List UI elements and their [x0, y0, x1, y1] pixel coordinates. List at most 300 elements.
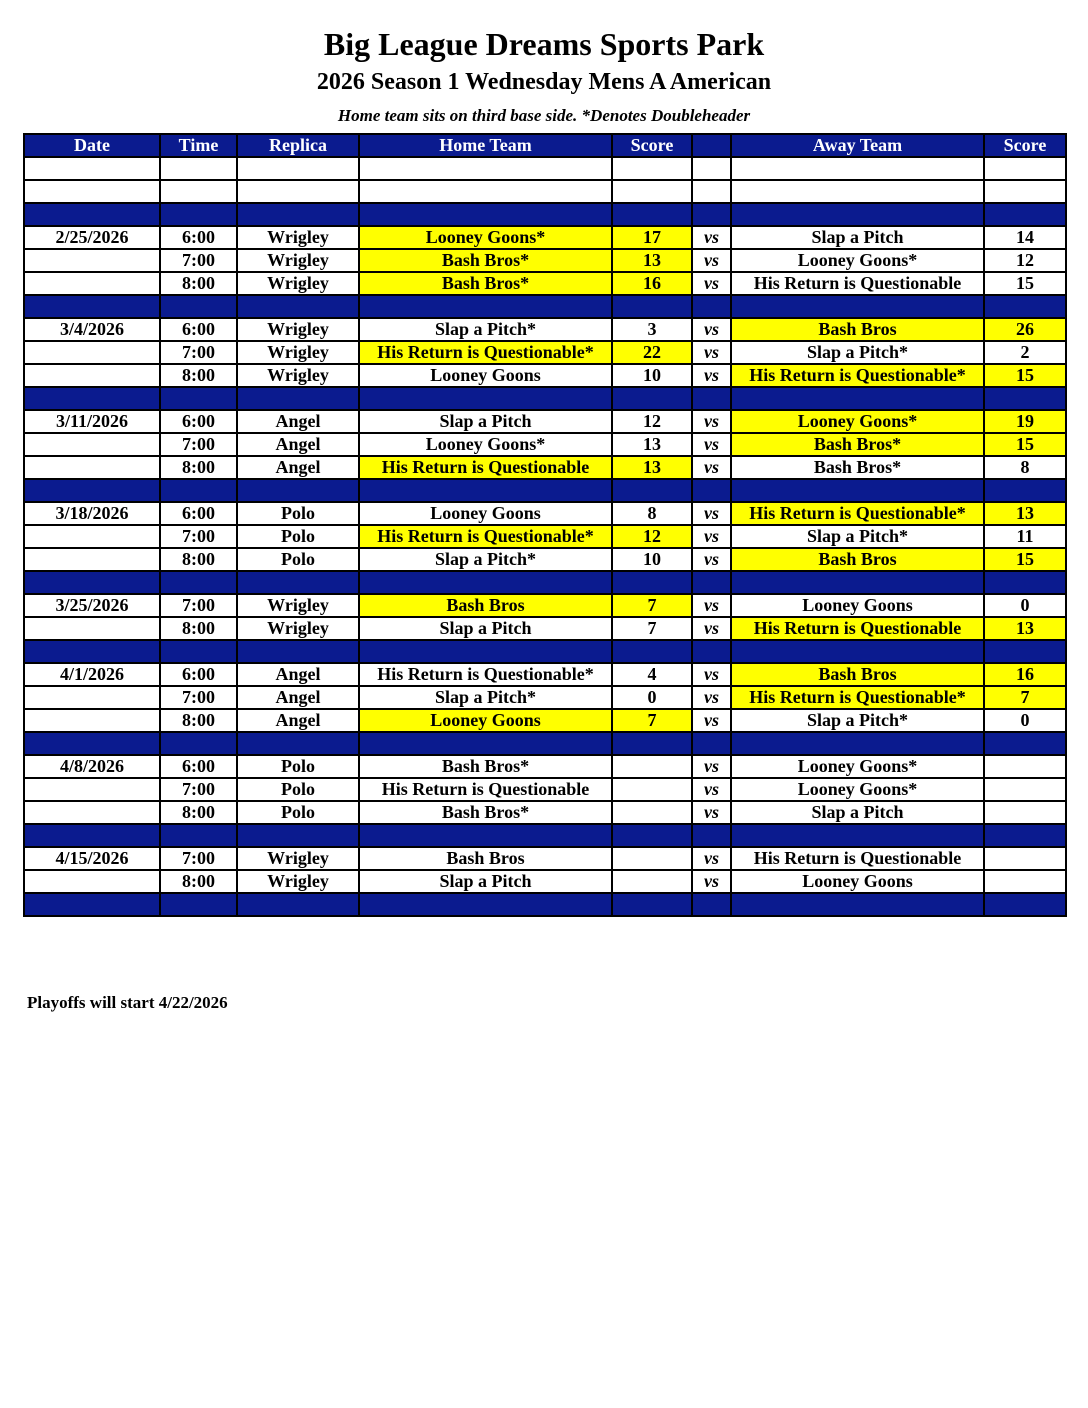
week-separator-row [24, 479, 1066, 502]
date-cell [24, 456, 160, 479]
home-score-cell: 7 [612, 709, 692, 732]
field-cell: Polo [237, 801, 359, 824]
table-row [24, 502, 1066, 525]
field-cell: Wrigley [237, 341, 359, 364]
date-cell [24, 479, 160, 502]
time-cell: 7:00 [160, 686, 237, 709]
time-cell: 8:00 [160, 456, 237, 479]
home-team-cell: Slap a Pitch [359, 617, 612, 640]
time-cell: 7:00 [160, 341, 237, 364]
away-score-cell [984, 203, 1066, 226]
home-score-cell [612, 180, 692, 203]
away-team-cell: His Return is Questionable* [731, 364, 984, 387]
home-team-cell [359, 479, 612, 502]
date-cell [24, 525, 160, 548]
time-cell [160, 479, 237, 502]
vs-cell: vs [692, 226, 731, 249]
away-team-cell: Slap a Pitch* [731, 709, 984, 732]
away-team-cell: Looney Goons* [731, 778, 984, 801]
field-cell: Polo [237, 548, 359, 571]
home-team-cell: Bash Bros* [359, 755, 612, 778]
field-cell: Wrigley [237, 364, 359, 387]
home-score-cell: 3 [612, 318, 692, 341]
away-score-cell: 15 [984, 433, 1066, 456]
home-team-cell [359, 180, 612, 203]
home-score-cell [612, 203, 692, 226]
vs-cell: vs [692, 778, 731, 801]
field-cell: Wrigley [237, 272, 359, 295]
away-score-cell [984, 893, 1066, 916]
home-score-cell: 13 [612, 249, 692, 272]
field-cell [237, 157, 359, 180]
home-team-cell: Looney Goons [359, 502, 612, 525]
date-cell: 3/4/2026 [24, 318, 160, 341]
time-cell: 7:00 [160, 847, 237, 870]
away-score-cell: 15 [984, 548, 1066, 571]
home-score-cell [612, 157, 692, 180]
field-cell [237, 824, 359, 847]
time-cell: 6:00 [160, 663, 237, 686]
field-cell: Angel [237, 663, 359, 686]
away-score-cell: 12 [984, 249, 1066, 272]
vs-cell: vs [692, 456, 731, 479]
time-cell [160, 824, 237, 847]
vs-cell: vs [692, 318, 731, 341]
field-cell: Wrigley [237, 847, 359, 870]
home-score-cell: 12 [612, 525, 692, 548]
field-cell [237, 479, 359, 502]
vs-cell: vs [692, 686, 731, 709]
home-team-cell: Looney Goons* [359, 226, 612, 249]
away-team-cell: Bash Bros [731, 548, 984, 571]
away-score-cell [984, 479, 1066, 502]
away-score-cell [984, 732, 1066, 755]
field-cell: Polo [237, 755, 359, 778]
home-team-cell: Slap a Pitch* [359, 318, 612, 341]
table-row [24, 341, 1066, 364]
home-score-cell: 17 [612, 226, 692, 249]
home-team-cell [359, 203, 612, 226]
time-cell: 7:00 [160, 525, 237, 548]
home-score-cell: 13 [612, 456, 692, 479]
header-vs [692, 134, 731, 157]
date-cell [24, 732, 160, 755]
table-row [24, 410, 1066, 433]
field-cell [237, 893, 359, 916]
away-score-cell [984, 824, 1066, 847]
away-score-cell: 14 [984, 226, 1066, 249]
field-cell: Wrigley [237, 226, 359, 249]
away-score-cell [984, 640, 1066, 663]
away-team-cell: Bash Bros [731, 318, 984, 341]
away-team-cell: Looney Goons* [731, 755, 984, 778]
home-team-cell: Bash Bros [359, 594, 612, 617]
time-cell: 7:00 [160, 433, 237, 456]
away-team-cell: Bash Bros* [731, 456, 984, 479]
schedule-table [23, 133, 1067, 917]
table-row [24, 318, 1066, 341]
home-team-cell: Slap a Pitch* [359, 686, 612, 709]
away-team-cell: Looney Goons* [731, 410, 984, 433]
vs-cell [692, 824, 731, 847]
time-cell [160, 157, 237, 180]
week-separator-row [24, 732, 1066, 755]
date-cell: 4/15/2026 [24, 847, 160, 870]
date-cell [24, 157, 160, 180]
home-score-cell [612, 479, 692, 502]
field-cell [237, 732, 359, 755]
week-separator-row [24, 387, 1066, 410]
table-row [24, 663, 1066, 686]
table-row [24, 272, 1066, 295]
table-header-row [24, 134, 1066, 157]
away-team-cell: His Return is Questionable* [731, 502, 984, 525]
home-team-cell [359, 893, 612, 916]
away-score-cell: 19 [984, 410, 1066, 433]
home-team-cell [359, 571, 612, 594]
vs-cell [692, 157, 731, 180]
date-cell: 4/1/2026 [24, 663, 160, 686]
table-row [24, 525, 1066, 548]
date-cell: 2/25/2026 [24, 226, 160, 249]
away-team-cell [731, 732, 984, 755]
home-team-cell: His Return is Questionable [359, 456, 612, 479]
week-separator-row [24, 203, 1066, 226]
home-score-cell: 0 [612, 686, 692, 709]
vs-cell [692, 571, 731, 594]
time-cell: 8:00 [160, 548, 237, 571]
field-cell [237, 295, 359, 318]
away-team-cell: Slap a Pitch [731, 226, 984, 249]
away-team-cell [731, 203, 984, 226]
table-row [24, 433, 1066, 456]
home-team-cell: Slap a Pitch* [359, 548, 612, 571]
header-time: Time [160, 134, 237, 157]
home-score-cell: 10 [612, 548, 692, 571]
away-score-cell [984, 387, 1066, 410]
time-cell [160, 180, 237, 203]
date-cell [24, 364, 160, 387]
week-separator-row [24, 640, 1066, 663]
table-row [24, 870, 1066, 893]
date-cell [24, 341, 160, 364]
vs-cell: vs [692, 755, 731, 778]
vs-cell: vs [692, 525, 731, 548]
away-team-cell [731, 295, 984, 318]
away-score-cell [984, 755, 1066, 778]
time-cell: 8:00 [160, 709, 237, 732]
away-team-cell: Looney Goons* [731, 249, 984, 272]
home-team-cell: Slap a Pitch [359, 410, 612, 433]
page-title: Big League Dreams Sports Park [323, 26, 765, 62]
away-team-cell [731, 180, 984, 203]
time-cell [160, 893, 237, 916]
week-separator-row [24, 295, 1066, 318]
field-cell: Wrigley [237, 594, 359, 617]
home-team-cell: Looney Goons [359, 709, 612, 732]
date-cell [24, 571, 160, 594]
time-cell: 6:00 [160, 755, 237, 778]
blank-row [24, 157, 1066, 180]
vs-cell [692, 732, 731, 755]
field-cell [237, 640, 359, 663]
date-cell [24, 640, 160, 663]
away-score-cell: 15 [984, 272, 1066, 295]
home-team-cell [359, 157, 612, 180]
field-cell: Angel [237, 456, 359, 479]
schedule-note: Home team sits on third base side. *Denotes Doubleheader [337, 106, 751, 125]
vs-cell: vs [692, 617, 731, 640]
home-score-cell [612, 387, 692, 410]
vs-cell: vs [692, 548, 731, 571]
home-team-cell: Bash Bros [359, 847, 612, 870]
home-team-cell [359, 295, 612, 318]
date-cell [24, 180, 160, 203]
date-cell [24, 387, 160, 410]
home-team-cell: Looney Goons* [359, 433, 612, 456]
date-cell [24, 548, 160, 571]
date-cell [24, 249, 160, 272]
header-home-score: Score [612, 134, 692, 157]
home-score-cell: 4 [612, 663, 692, 686]
home-score-cell: 7 [612, 617, 692, 640]
away-team-cell [731, 824, 984, 847]
home-score-cell [612, 824, 692, 847]
field-cell [237, 203, 359, 226]
away-score-cell [984, 180, 1066, 203]
field-cell [237, 387, 359, 410]
away-team-cell [731, 640, 984, 663]
away-team-cell: His Return is Questionable [731, 847, 984, 870]
week-separator-row [24, 824, 1066, 847]
header-away-team: Away Team [731, 134, 984, 157]
time-cell: 8:00 [160, 364, 237, 387]
home-team-cell: His Return is Questionable* [359, 525, 612, 548]
away-team-cell [731, 479, 984, 502]
time-cell: 8:00 [160, 801, 237, 824]
away-team-cell: His Return is Questionable [731, 617, 984, 640]
away-team-cell [731, 387, 984, 410]
home-team-cell: Looney Goons [359, 364, 612, 387]
vs-cell: vs [692, 341, 731, 364]
week-separator-row [24, 571, 1066, 594]
date-cell [24, 617, 160, 640]
away-score-cell [984, 571, 1066, 594]
away-score-cell: 13 [984, 502, 1066, 525]
home-team-cell: Bash Bros* [359, 272, 612, 295]
away-team-cell: Looney Goons [731, 594, 984, 617]
time-cell [160, 203, 237, 226]
home-team-cell: His Return is Questionable [359, 778, 612, 801]
vs-cell [692, 387, 731, 410]
away-score-cell [984, 157, 1066, 180]
vs-cell [692, 203, 731, 226]
date-cell: 3/11/2026 [24, 410, 160, 433]
table-row [24, 617, 1066, 640]
away-team-cell [731, 893, 984, 916]
home-team-cell: Bash Bros* [359, 249, 612, 272]
date-cell [24, 778, 160, 801]
schedule-body [24, 157, 1066, 916]
time-cell [160, 640, 237, 663]
vs-cell: vs [692, 433, 731, 456]
home-score-cell: 8 [612, 502, 692, 525]
vs-cell: vs [692, 272, 731, 295]
away-team-cell [731, 571, 984, 594]
date-cell [24, 824, 160, 847]
home-score-cell [612, 801, 692, 824]
vs-cell [692, 180, 731, 203]
home-score-cell: 13 [612, 433, 692, 456]
date-cell [24, 295, 160, 318]
home-score-cell: 16 [612, 272, 692, 295]
time-cell: 7:00 [160, 249, 237, 272]
table-row [24, 755, 1066, 778]
week-separator-row [24, 893, 1066, 916]
away-score-cell [984, 801, 1066, 824]
field-cell [237, 180, 359, 203]
header-away-score: Score [984, 134, 1066, 157]
home-score-cell: 22 [612, 341, 692, 364]
home-team-cell: His Return is Questionable* [359, 341, 612, 364]
home-score-cell [612, 893, 692, 916]
field-cell: Angel [237, 686, 359, 709]
away-team-cell: His Return is Questionable [731, 272, 984, 295]
date-cell: 3/18/2026 [24, 502, 160, 525]
table-row [24, 709, 1066, 732]
away-team-cell: Slap a Pitch* [731, 525, 984, 548]
home-score-cell [612, 295, 692, 318]
date-cell [24, 272, 160, 295]
field-cell: Polo [237, 525, 359, 548]
away-score-cell: 2 [984, 341, 1066, 364]
date-cell [24, 709, 160, 732]
time-cell: 7:00 [160, 778, 237, 801]
home-team-cell: Slap a Pitch [359, 870, 612, 893]
table-row [24, 364, 1066, 387]
time-cell: 6:00 [160, 318, 237, 341]
away-team-cell: Slap a Pitch* [731, 341, 984, 364]
table-row [24, 778, 1066, 801]
home-team-cell [359, 732, 612, 755]
field-cell [237, 571, 359, 594]
playoffs-note: Playoffs will start 4/22/2026 [27, 993, 228, 1012]
away-team-cell: Looney Goons [731, 870, 984, 893]
vs-cell: vs [692, 847, 731, 870]
table-row [24, 548, 1066, 571]
table-row [24, 456, 1066, 479]
home-score-cell [612, 847, 692, 870]
header-replica: Replica [237, 134, 359, 157]
home-team-cell: Bash Bros* [359, 801, 612, 824]
table-row [24, 226, 1066, 249]
home-score-cell: 12 [612, 410, 692, 433]
time-cell: 8:00 [160, 870, 237, 893]
time-cell [160, 387, 237, 410]
away-score-cell [984, 847, 1066, 870]
time-cell: 6:00 [160, 226, 237, 249]
away-score-cell: 16 [984, 663, 1066, 686]
date-cell: 3/25/2026 [24, 594, 160, 617]
time-cell: 8:00 [160, 272, 237, 295]
vs-cell: vs [692, 364, 731, 387]
away-score-cell: 0 [984, 709, 1066, 732]
home-score-cell [612, 571, 692, 594]
table-row [24, 801, 1066, 824]
time-cell: 8:00 [160, 617, 237, 640]
home-score-cell [612, 778, 692, 801]
away-score-cell: 8 [984, 456, 1066, 479]
field-cell: Polo [237, 502, 359, 525]
header-date: Date [24, 134, 160, 157]
time-cell: 6:00 [160, 410, 237, 433]
home-score-cell [612, 732, 692, 755]
vs-cell [692, 479, 731, 502]
away-score-cell [984, 870, 1066, 893]
home-score-cell [612, 755, 692, 778]
field-cell: Wrigley [237, 870, 359, 893]
time-cell [160, 732, 237, 755]
field-cell: Wrigley [237, 318, 359, 341]
table-row [24, 594, 1066, 617]
home-score-cell [612, 870, 692, 893]
home-team-cell [359, 640, 612, 663]
away-team-cell [731, 157, 984, 180]
home-team-cell [359, 387, 612, 410]
away-score-cell [984, 778, 1066, 801]
blank-row [24, 180, 1066, 203]
time-cell [160, 571, 237, 594]
date-cell [24, 686, 160, 709]
vs-cell: vs [692, 709, 731, 732]
away-score-cell: 15 [984, 364, 1066, 387]
away-score-cell: 13 [984, 617, 1066, 640]
page-subtitle: 2026 Season 1 Wednesday Mens A American [316, 69, 772, 95]
vs-cell: vs [692, 663, 731, 686]
date-cell [24, 801, 160, 824]
table-row [24, 686, 1066, 709]
home-team-cell: His Return is Questionable* [359, 663, 612, 686]
away-team-cell: Slap a Pitch [731, 801, 984, 824]
table-row [24, 249, 1066, 272]
vs-cell: vs [692, 801, 731, 824]
home-score-cell: 10 [612, 364, 692, 387]
away-score-cell: 26 [984, 318, 1066, 341]
away-score-cell: 7 [984, 686, 1066, 709]
date-cell [24, 870, 160, 893]
field-cell: Angel [237, 433, 359, 456]
vs-cell: vs [692, 410, 731, 433]
time-cell: 7:00 [160, 594, 237, 617]
field-cell: Angel [237, 709, 359, 732]
date-cell [24, 203, 160, 226]
field-cell: Wrigley [237, 617, 359, 640]
field-cell: Wrigley [237, 249, 359, 272]
vs-cell: vs [692, 594, 731, 617]
table-row [24, 847, 1066, 870]
vs-cell: vs [692, 870, 731, 893]
vs-cell: vs [692, 502, 731, 525]
vs-cell [692, 893, 731, 916]
vs-cell [692, 295, 731, 318]
away-team-cell: Bash Bros [731, 663, 984, 686]
home-score-cell: 7 [612, 594, 692, 617]
time-cell [160, 295, 237, 318]
field-cell: Angel [237, 410, 359, 433]
away-score-cell: 0 [984, 594, 1066, 617]
time-cell: 6:00 [160, 502, 237, 525]
away-team-cell: His Return is Questionable* [731, 686, 984, 709]
